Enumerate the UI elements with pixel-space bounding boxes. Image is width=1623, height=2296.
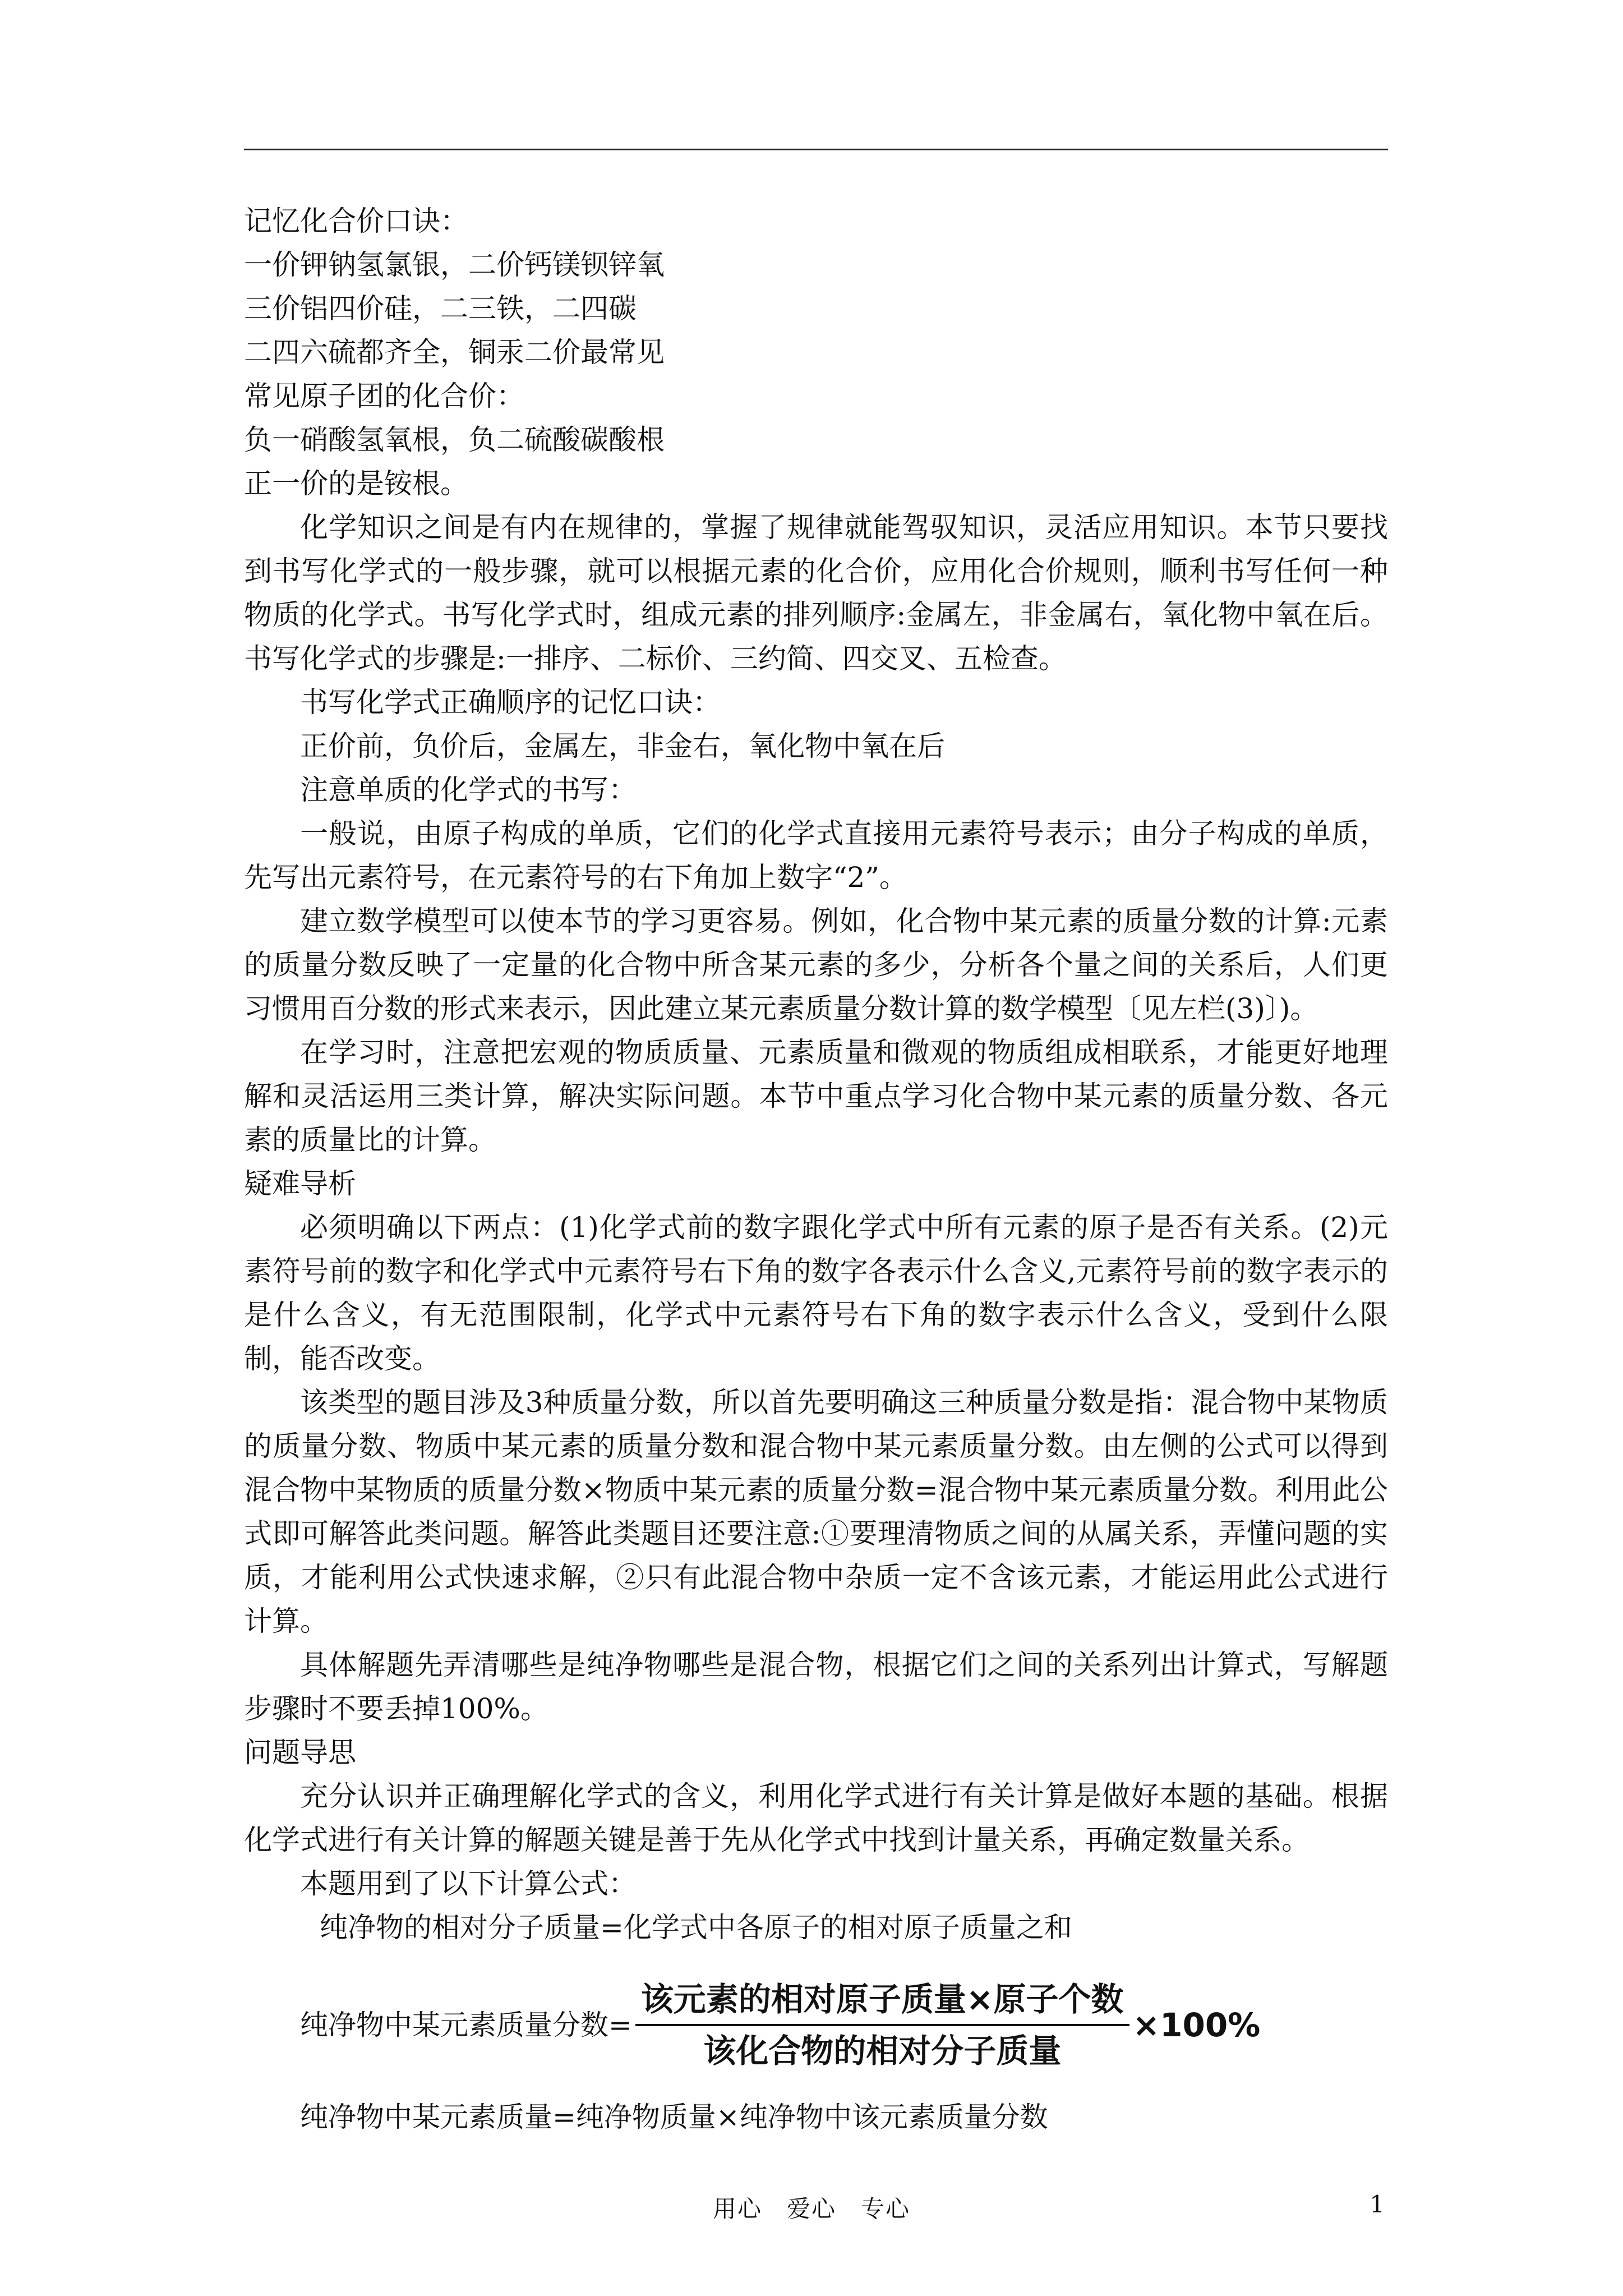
section-heading: 疑难导析 (244, 1167, 356, 1200)
paragraph: 具体解题先弄清哪些是纯净物哪些是混合物，根据它们之间的关系列出计算式，写解题步骤时不要丢掉100%。 (244, 1649, 1388, 1725)
formula-molecular-mass: 纯净物的相对分子质量=化学式中各原子的相对原子质量之和 (320, 1911, 1072, 1944)
mnemonic-line-1: 一价钾钠氢氯银，二价钙镁钡锌氧 (244, 249, 665, 281)
page-number: 1 (1370, 2191, 1385, 2218)
paragraph: 该类型的题目涉及3种质量分数，所以首先要明确这三种质量分数是指：混合物中某物质的质量分数、物质中某元素的质量分数和混合物中某元素质量分数。由左侧的公式可以得到混合物中某物质的质量分数×物质中某元素的质量分数=混合物中某元素质量分数。利用此公式即可解答此类问题。解答此类题目还要注意:①要理清物质之间的从属关系，弄懂问题的实质，才能利用公式快速求解，②只有此混合物中杂质一定不含该元素，才能运用此公式进行计算。 (244, 1386, 1388, 1637)
mnemonic-title: 记忆化合价口诀： (244, 205, 468, 237)
footer-motto: 用心 爱心 专心 (712, 2195, 910, 2223)
fraction-bar (635, 2024, 1129, 2026)
radical-title: 常见原子团的化合价： (244, 380, 524, 412)
formula-suffix: ×100% (1132, 2006, 1261, 2044)
mnemonic-line-2: 三价铝四价硅，二三铁，二四碳 (244, 292, 637, 325)
document-body (244, 199, 1388, 2139)
paragraph: 在学习时，注意把宏观的物质质量、元素质量和微观的物质组成相联系，才能更好地理解和灵活运用三类计算，解决实际问题。本节中重点学习化合物中某元素的质量分数、各元素的质量比的计算。 (244, 1036, 1388, 1156)
paragraph: 注意单质的化学式的书写： (300, 774, 637, 806)
mnemonic-line-3: 二四六硫都齐全，铜汞二价最常见 (244, 336, 665, 369)
paragraph: 正价前，负价后，金属左，非金右，氧化物中氧在后 (300, 730, 945, 762)
formula-mass-fraction (244, 1972, 1388, 2078)
fraction (635, 1977, 1129, 2073)
section-heading: 问题导思 (244, 1736, 356, 1769)
fraction-denominator: 该化合物的相对分子质量 (703, 2032, 1062, 2070)
header-rule (244, 149, 1388, 150)
radical-line-1: 负一硝酸氢氧根，负二硫酸碳酸根 (244, 424, 665, 456)
paragraph: 必须明确以下两点：(1)化学式前的数字跟化学式中所有元素的原子是否有关系。(2)元素符号前的数字和化学式中元素符号右下角的数字各表示什么含义,元素符号前的数字表示的是什么含义，有无范围限制，化学式中元素符号右下角的数字表示什么含义，受到什么限制，能否改变。 (244, 1211, 1388, 1375)
paragraph: 充分认识并正确理解化学式的含义，利用化学式进行有关计算是做好本题的基础。根据化学式进行有关计算的解题关键是善于先从化学式中找到计量关系，再确定数量关系。 (244, 1780, 1388, 1856)
paragraph: 一般说，由原子构成的单质，它们的化学式直接用元素符号表示；由分子构成的单质，先写出元素符号，在元素符号的右下角加上数字“2”。 (244, 817, 1388, 894)
paragraph: 本题用到了以下计算公式： (300, 1867, 637, 1900)
fraction-numerator: 该元素的相对原子质量×原子个数 (640, 1980, 1124, 2018)
formula-element-mass: 纯净物中某元素质量=纯净物质量×纯净物中该元素质量分数 (300, 2101, 1048, 2133)
formula-prefix: 纯净物中某元素质量分数= (300, 2009, 632, 2041)
paragraph: 建立数学模型可以使本节的学习更容易。例如，化合物中某元素的质量分数的计算:元素的质量分数反映了一定量的化合物中所含某元素的多少，分析各个量之间的关系后，人们更习惯用百分数的形式来表示，因此建立某元素质量分数计算的数学模型〔见左栏(3)〕)。 (244, 905, 1388, 1025)
paragraph: 化学知识之间是有内在规律的，掌握了规律就能驾驭知识，灵活应用知识。本节只要找到书写化学式的一般步骤，就可以根据元素的化合价，应用化合价规则，顺利书写任何一种物质的化学式。书写化学式时，组成元素的排列顺序:金属左，非金属右，氧化物中氧在后。书写化学式的步骤是:一排序、二标价、三约简、四交叉、五检查。 (244, 511, 1389, 675)
radical-line-2: 正一价的是铵根。 (244, 467, 468, 500)
paragraph: 书写化学式正确顺序的记忆口诀： (300, 686, 721, 719)
